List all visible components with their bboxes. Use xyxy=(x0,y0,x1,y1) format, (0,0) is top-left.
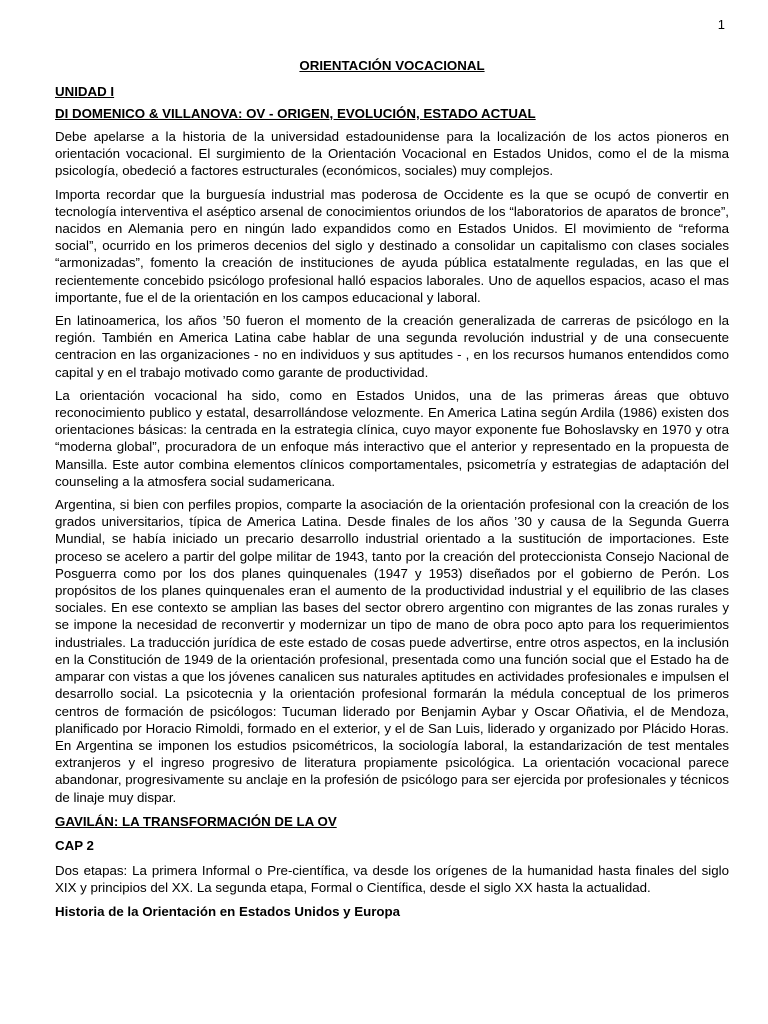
paragraph-4: La orientación vocacional ha sido, como en Estados Unidos, una de las primeras áreas que obtuvo reconocimiento publico y estatal, desarrollándose velozmente. En America Latina según Ardila (1986) existen dos orientaciones básicas: la centrada en la estrategia clínica, cuyo mayor exponente fue Bohoslavsky en 1970 y otra “moderna global”, procuradora de un enfoque más interactivo que el anterior y representado en la propuesta de Mansilla. Este autor combina elementos clínicos comportamentales, psicometría y estrategias de adaptación del counseling a la atmosfera social sudamericana. xyxy=(55,387,729,489)
paragraph-1: Debe apelarse a la historia de la universidad estadounidense para la localización de los actos pioneros en orientación vocacional. El surgimiento de la Orientación Vocacional en Estados Unidos, como el de la misma psicología, obedeció a factores estructurales (económicos, sociales) muy complejos. xyxy=(55,129,729,179)
chapter-heading: CAP 2 xyxy=(55,837,94,853)
document-body xyxy=(55,58,729,926)
unit-heading: UNIDAD I xyxy=(55,84,115,99)
paragraph-2: Importa recordar que la burguesía industrial mas poderosa de Occidente es la que se ocupó de convertir en tecnología interventiva el aséptico arsenal de conocimientos oriundos de los “laboratorios de aparatos de bronce”, nacidos en Alemania pero en ningún lado expandidos como en Estados Unidos. El movimiento de “reforma social”, ocurrido en los primeros decenios del siglo y destinado a consolidar un capitalismo con clases sociales “armonizadas”, fomento la creación de instituciones de ayuda pública estatalmente reguladas, en las que el recientemente concebido psicólogo profesional halló espacios laborales. Uno de aquellos espacios, acaso el mas importante, fue el de la orientación en los campos educacional y laboral. xyxy=(55,186,729,305)
paragraph-5: Argentina, si bien con perfiles propios, comparte la asociación de la orientación profesional con la creación de los grados universitarios, típica de America Latina. Desde finales de los años ’30 y causa de la Segunda Guerra Mundial, se había iniciado un precario desarrollo industrial orientado a la sustitución de importaciones. Este proceso se acelero a partir del golpe militar de 1943, tanto por la creación del proteccionista Consejo Nacional de Posguerra como por los dos planes quinquenales (1947 y 1953) diseñados por el gobierno de Perón. Los propósitos de los planes quinquenales eran el aumento de la productividad industrial y el equilibrio de las clases sociales. En ese contexto se amplian las bases del sector obrero argentino con migrantes de las zonas rurales y se impone la necesidad de reconvertir y modernizar un tipo de mano de obra poco apto para los requerimientos industriales. La traducción jurídica de este estado de cosas puede advertirse, entre otros aspectos, en la inclusión en la Constitución de 1949 de la orientación profesional, presentada como una función social que el Estado ha de amparar con vistas a que los jóvenes canalicen sus naturales aptitudes en actividades profesionales e impulsen el desarrollo social. La psicotecnia y la orientación profesional formarán la médula conceptual de los primeros centros de formación de psicólogos: Tucuman liderado por Benjamin Aybar y Oscar Oñativia, el de Mendoza, planificado por Horacio Rimoldi, formado en el exterior, y el de San Luis, liderado y organizado por Plácido Horas. En Argentina se imponen los estudios psicométricos, la sociología laboral, la estandarización de test mentales extranjeros y el ingreso progresivo de literatura propiamente psicológica. La orientación vocacional parece abandonar, progresivamente su anclaje en la profesión de psicólogo para ser ejercida por profesionales y técnicos de linaje muy dispar. xyxy=(55,497,729,805)
chapter-paragraph: Dos etapas: La primera Informal o Pre-científica, va desde los orígenes de la humanidad hasta finales del siglo XIX y principios del XX. La segunda etapa, Formal o Científica, desde el siglo XX hasta la actualidad. xyxy=(55,862,729,895)
document-title: ORIENTACIÓN VOCACIONAL xyxy=(299,58,485,73)
paragraph-3: En latinoamerica, los años ’50 fueron el momento de la creación generalizada de carreras de psicólogo en la región. También en America Latina cabe hablar de una segunda revolución industrial y de una consecuente centracion en las organizaciones - no en individuos y sus aptitudes - , en los recursos humanos entendidos como capital y en el trabajo motivado como garante de productividad. xyxy=(55,313,729,380)
section-heading-gavilan: GAVILÁN: LA TRANSFORMACIÓN DE LA OV xyxy=(55,813,337,829)
subsection-heading: Historia de la Orientación en Estados Unidos y Europa xyxy=(55,904,401,920)
section-heading-di-domenico: DI DOMENICO & VILLANOVA: OV - ORIGEN, EVOLUCIÓN, ESTADO ACTUAL xyxy=(55,106,536,121)
page-number: 1 xyxy=(717,17,725,32)
